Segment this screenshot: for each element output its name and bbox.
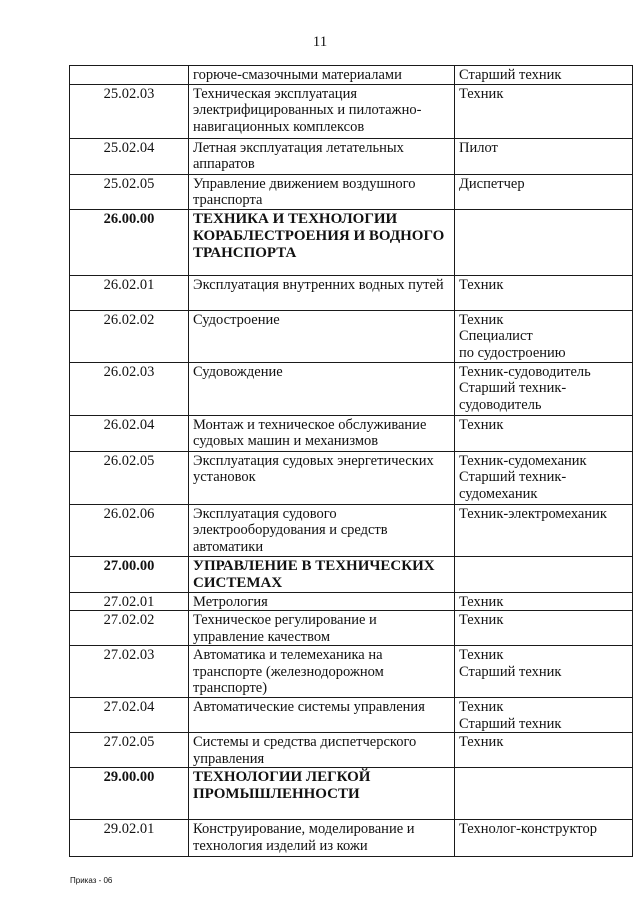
table-row [70,592,633,611]
table-row [70,451,633,504]
qualification: Техник-судоводитель [459,363,591,380]
specialty-code: 26.00.00 [70,209,189,275]
qualification: Диспетчер [459,175,525,192]
qualification-cell [455,733,633,768]
qualification: Техник [459,85,504,102]
qualification-cell [455,820,633,857]
specialty-code: 25.02.03 [70,84,189,138]
specialty-code [70,66,189,85]
specialty-code: 27.02.02 [70,611,189,646]
qualification: Старший техник [459,715,562,732]
qualification: Техник [459,647,504,663]
specialty-name: Судовождение [189,362,455,415]
qualification-cell [455,138,633,174]
page-number: 11 [312,34,328,50]
table-row [70,174,633,209]
qualification-cell [455,646,633,698]
qualification: Старший техник- [459,469,567,485]
specialty-name: Летная эксплуатация летательных аппаратов [189,138,455,174]
qualification: Старший техник- [459,380,567,396]
section-row [70,556,633,592]
specialty-code: 25.02.05 [70,174,189,209]
specialty-name: Техническое регулирование и управление качеством [189,611,455,646]
qualification-cell [455,84,633,138]
qualification: Технолог-конструктор [459,821,597,837]
specialties-table [69,65,633,857]
qualification: Техник [459,734,504,750]
qualification-cell [455,362,633,415]
section-title: УПРАВЛЕНИЕ В ТЕХНИЧЕСКИХ СИСТЕМАХ [189,556,455,592]
qualification: Техник [459,276,504,293]
specialty-name: Эксплуатация внутренних водных путей [189,275,455,310]
table-row [70,362,633,415]
table-row [70,504,633,556]
qualification-cell [455,504,633,556]
qualification: по судостроению [459,344,566,361]
specialty-code: 27.02.05 [70,733,189,768]
specialty-name: Эксплуатация судовых энергетических установок [189,451,455,504]
specialty-name: Автоматические системы управления [189,698,455,733]
qualification-cell [455,415,633,451]
specialty-name: Монтаж и техническое обслуживание судовых машин и механизмов [189,415,455,451]
section-row [70,768,633,820]
table-body [70,66,633,857]
specialty-code: 26.02.06 [70,504,189,556]
qualification-cell [455,209,633,275]
qualification: Техник-судомеханик [459,452,587,469]
table-row [70,275,633,310]
qualification: Старший техник [459,663,562,680]
specialty-name: Судостроение [189,310,455,362]
specialty-code: 29.02.01 [70,820,189,857]
qualification-cell [455,698,633,733]
table-row [70,698,633,733]
qualification-cell [455,592,633,611]
qualification: Техник [459,699,504,715]
specialty-code: 26.02.04 [70,415,189,451]
qualification: Техник-электромеханик [459,505,607,522]
qualification: Техник [459,311,504,328]
qualification-cell [455,66,633,85]
table-row [70,611,633,646]
specialty-code: 26.02.02 [70,310,189,362]
qualification-cell [455,451,633,504]
table-row [70,66,633,85]
qualification-cell [455,310,633,362]
specialty-name: Системы и средства диспетчерского управления [189,733,455,768]
qualification: Техник [459,612,504,628]
specialty-name: Управление движением воздушного транспорта [189,174,455,209]
specialty-code: 26.02.03 [70,362,189,415]
specialty-code: 27.02.01 [70,592,189,611]
table-row [70,733,633,768]
section-row [70,209,633,275]
qualification-cell [455,611,633,646]
specialty-code: 27.00.00 [70,556,189,592]
specialty-name: Метрология [189,592,455,611]
qualification: Пилот [459,139,498,156]
table-row [70,84,633,138]
table-row [70,415,633,451]
qualification: судоводитель [459,396,542,413]
specialty-name: Конструирование, моделирование и технология изделий из кожи [189,820,455,857]
specialty-name: Техническая эксплуатация электрифицированных и пилотажно-навигационных комплексов [189,84,455,138]
table-row [70,138,633,174]
specialty-code: 27.02.03 [70,646,189,698]
footer-label: Приказ - 06 [70,876,113,885]
qualification: Старший техник [459,67,562,83]
specialty-name: горюче-смазочными материалами [189,66,455,85]
specialty-code: 27.02.04 [70,698,189,733]
qualification-cell [455,768,633,820]
specialty-code: 26.02.05 [70,451,189,504]
specialty-code: 29.00.00 [70,768,189,820]
section-title: ТЕХНИКА И ТЕХНОЛОГИИ КОРАБЛЕСТРОЕНИЯ И ВОДНОГО ТРАНСПОРТА [189,209,455,275]
table-row [70,310,633,362]
specialty-code: 25.02.04 [70,138,189,174]
table-row [70,646,633,698]
qualification: судомеханик [459,485,538,502]
qualification: Специалист [459,328,533,344]
section-title: ТЕХНОЛОГИИ ЛЕГКОЙ ПРОМЫШЛЕННОСТИ [189,768,455,820]
specialty-code: 26.02.01 [70,275,189,310]
specialty-name: Автоматика и телемеханика на транспорте (железнодорожном транспорте) [189,646,455,698]
specialty-name: Эксплуатация судового электрооборудования и средств автоматики [189,504,455,556]
qualification-cell [455,275,633,310]
qualification-cell [455,556,633,592]
qualification: Техник [459,416,504,433]
table-row [70,820,633,857]
qualification-cell [455,174,633,209]
qualification: Техник [459,593,504,610]
